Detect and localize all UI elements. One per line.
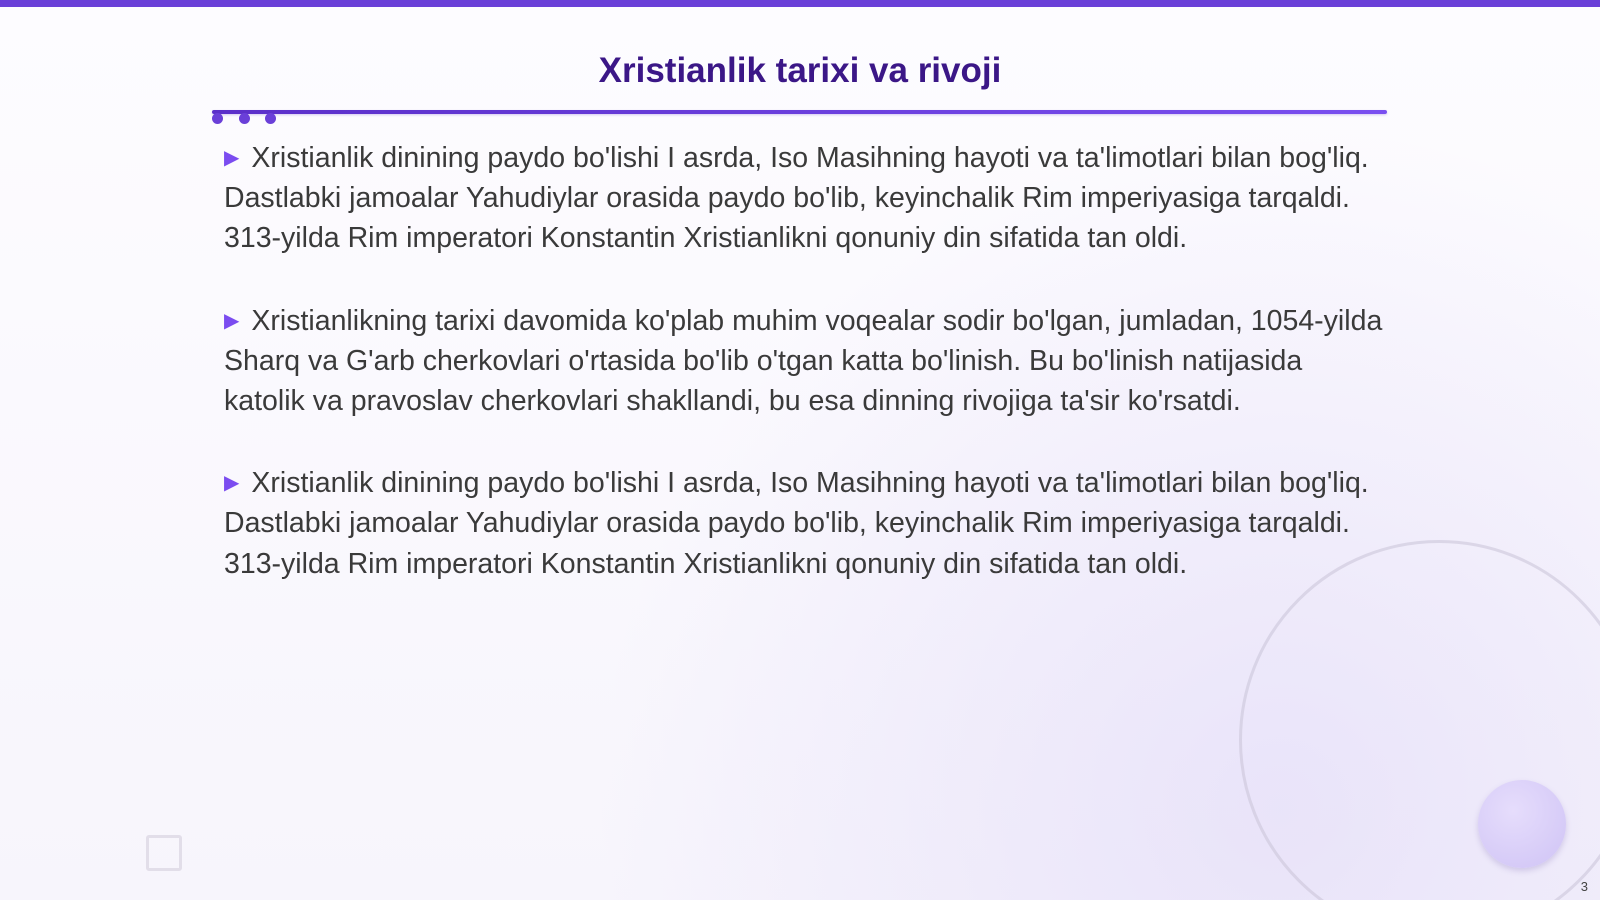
decorative-dot bbox=[265, 113, 276, 124]
bullet-list bbox=[224, 138, 1389, 626]
decorative-dot bbox=[239, 113, 250, 124]
triangle-arrow-icon: ▶ bbox=[224, 472, 240, 495]
bullet-text: Xristianlik dinining paydo bo'lishi I asrda, Iso Masihning hayoti va ta'limotlari bilan bog'liq. Dastlabki jamoalar Yahudiylar orasida paydo bo'lib, keyinchalik Rim imperiyasiga tarqaldi. 313-yilda Rim imperatori Konstantin Xristianlikni qonuniy din sifatida tan oldi. bbox=[224, 142, 1369, 255]
decorative-square-outline bbox=[146, 835, 182, 871]
top-accent-bar bbox=[0, 0, 1600, 7]
bullet-item bbox=[224, 301, 1389, 422]
bullet-item bbox=[224, 463, 1389, 584]
bullet-text: Xristianlik dinining paydo bo'lishi I asrda, Iso Masihning hayoti va ta'limotlari bilan bog'liq. Dastlabki jamoalar Yahudiylar orasida paydo bo'lib, keyinchalik Rim imperiyasiga tarqaldi. 313-yilda Rim imperatori Konstantin Xristianlikni qonuniy din sifatida tan oldi. bbox=[224, 467, 1369, 580]
decorative-dot bbox=[212, 113, 223, 124]
triangle-arrow-icon: ▶ bbox=[224, 147, 240, 169]
triangle-arrow-icon: ▶ bbox=[224, 309, 240, 332]
page-number: 3 bbox=[1580, 879, 1588, 894]
title-underline bbox=[212, 110, 1387, 114]
bullet-item bbox=[224, 138, 1389, 259]
bullet-text: Xristianlikning tarixi davomida ko'plab muhim voqealar sodir bo'lgan, jumladan, 1054-yilda Sharq va G'arb cherkovlari o'rtasida bo'lib o'tgan katta bo'linish. Bu bo'linish natijasida katolik va pravoslav cherkovlari shakllandi, bu esa dinning rivojiga ta'sir ko'rsatdi. bbox=[224, 304, 1383, 418]
decorative-circle-filled bbox=[1478, 780, 1566, 868]
slide-title: Xristianlik tarixi va rivoji bbox=[598, 51, 1002, 90]
